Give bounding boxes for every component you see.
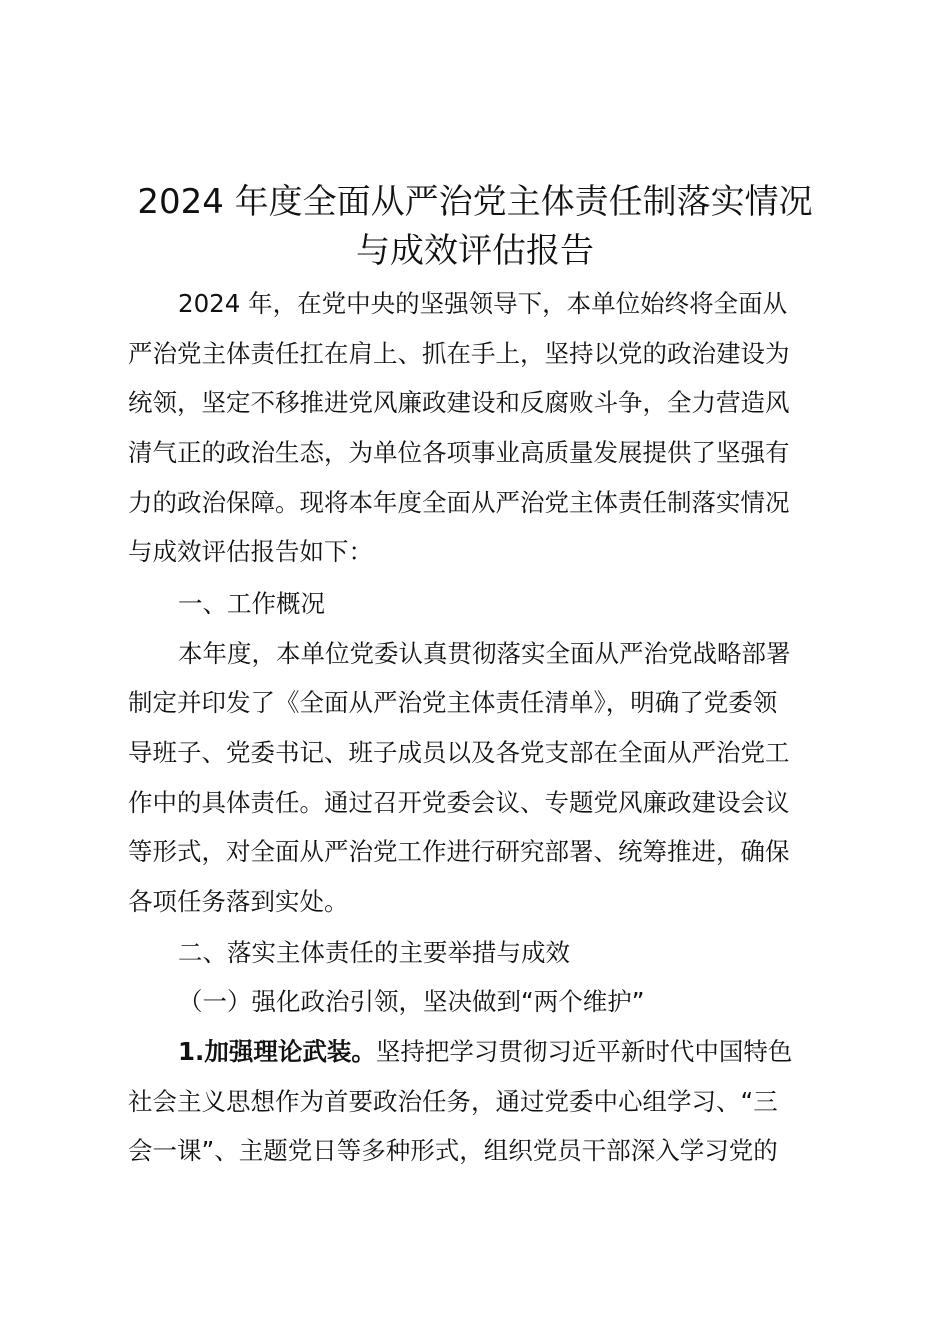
section-2-heading: 二、落实主体责任的主要举措与成效 [178,938,570,967]
intro-line-2: 严治党主体责任扛在肩上、抓在手上，坚持以党的政治建设为 [128,339,790,368]
section-1-line-4: 作中的具体责任。通过召开党委会议、专题党风廉政建设会议 [128,788,790,817]
section-1-line-6: 各项任务落到实处。 [128,887,349,916]
intro-line-4: 清气正的政治生态，为单位各项事业高质量发展提供了坚强有 [128,438,790,467]
intro-line-5: 力的政治保障。现将本年度全面从严治党主体责任制落实情况 [128,488,790,517]
title-line-2: 与成效评估报告 [356,231,594,271]
section-1-heading: 一、工作概况 [178,589,325,618]
section-1-line-3: 导班子、党委书记、班子成员以及各党支部在全面从严治党工 [128,738,790,767]
document-title [110,178,840,276]
item-1-line-3: 会一课”、主题党日等多种形式，组织党员干部深入学习党的 [128,1136,778,1165]
intro-line-3: 统领，坚定不移推进党风廉政建设和反腐败斗争，全力营造风 [128,388,790,417]
section-1-line-1: 本年度，本单位党委认真贯彻落实全面从严治党战略部署 [178,639,791,668]
item-1-text: 坚持把学习贯彻习近平新时代中国特色 [375,1037,793,1066]
item-1-line-1 [178,1036,792,1068]
intro-line-6: 与成效评估报告如下： [128,537,373,566]
item-1-line-2: 社会主义思想作为首要政治任务，通过党委中心组学习、“三 [128,1087,778,1116]
item-1-heading: 1.加强理论武装。 [178,1037,376,1066]
section-1-line-5: 等形式，对全面从严治党工作进行研究部署、统筹推进，确保 [128,837,790,866]
intro-line-1: 2024 年，在党中央的坚强领导下，本单位始终将全面从 [178,289,788,318]
title-line-1: 2024 年度全面从严治党主体责任制落实情况 [137,182,813,222]
subsection-1-heading: （一）强化政治引领，坚决做到“两个维护” [178,987,645,1016]
section-1-line-2: 制定并印发了《全面从严治党主体责任清单》，明确了党委领 [128,688,778,717]
